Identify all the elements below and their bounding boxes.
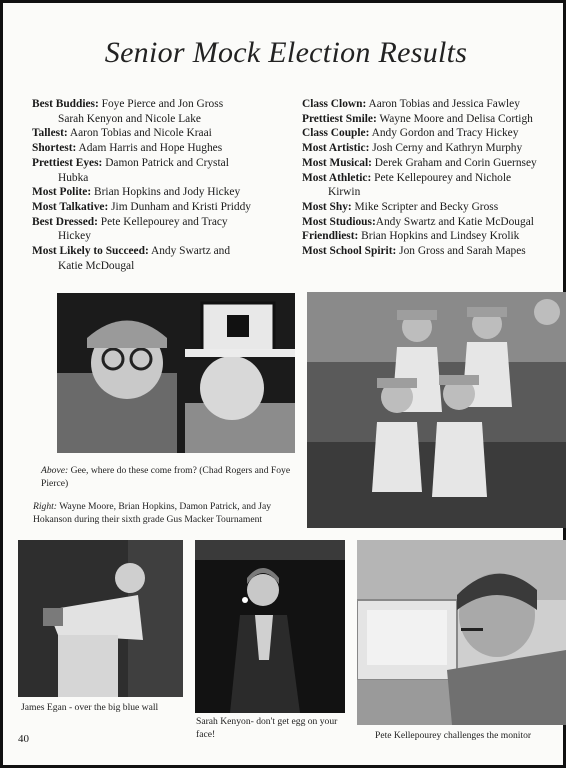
caption-sarah: Sarah Kenyon- don't get egg on your face! — [196, 716, 338, 740]
award-item: Tallest: Aaron Tobias and Nicole Kraai — [32, 127, 212, 140]
award-item: Most Likely to Succeed: Andy Swartz and Katie McDougal — [32, 245, 231, 272]
award-item: Prettiest Smile: Wayne Moore and Delisa Cortigh — [302, 112, 533, 125]
photo-james-egan — [18, 540, 183, 697]
awards-right-column — [302, 97, 564, 259]
award-item: Best Dressed: Pete Kellepourey and Tracy Hickey — [32, 215, 228, 243]
caption-pete: Pete Kellepourey challenges the monitor — [375, 730, 532, 741]
award-item: Prettiest Eyes: Damon Patrick and Crystal Hubka — [32, 156, 229, 184]
photo-kids-hat — [57, 293, 295, 453]
photo-sarah-kenyon — [195, 540, 345, 713]
caption-above: Above: Gee, where do these come from? (Chad Rogers and Foye Pierce) — [41, 465, 291, 489]
award-item: Most Studious:Andy Swartz and Katie McDougal — [302, 215, 534, 228]
award-item: Class Clown: Aaron Tobias and Jessica Fawley — [302, 98, 520, 110]
photo-james-egan-image — [18, 540, 183, 697]
photo-kids-hat-image — [57, 293, 295, 453]
caption-james: James Egan - over the big blue wall — [21, 702, 159, 713]
award-item: Most Athletic: Pete Kellepourey and Nichole Kirwin — [302, 171, 512, 199]
photo-pete-kellepourey — [357, 540, 566, 725]
photo-pete-kellepourey-image — [357, 540, 566, 725]
award-item: Shortest: Adam Harris and Hope Hughes — [32, 142, 223, 155]
award-item: Class Couple: Andy Gordon and Tracy Hickey — [302, 127, 519, 140]
page-title: Senior Mock Election Results — [104, 36, 468, 69]
award-item: Best Buddies: Foye Pierce and Jon Gross Sarah Kenyon and Nicole Lake — [32, 98, 224, 125]
award-item: Friendliest: Brian Hopkins and Lindsey Krolik — [302, 230, 520, 243]
award-item: Most Polite: Brian Hopkins and Jody Hickey — [32, 186, 241, 199]
award-item: Most School Spirit: Jon Gross and Sarah Mapes — [302, 245, 526, 258]
photo-basketball-team-image — [307, 292, 566, 528]
award-item: Most Artistic: Josh Cerny and Kathryn Murphy — [302, 142, 523, 155]
photo-sarah-kenyon-image — [195, 540, 345, 713]
award-item: Most Musical: Derek Graham and Corin Guernsey — [302, 156, 537, 169]
caption-right: Right: Wayne Moore, Brian Hopkins, Damon Patrick, and Jay Hokanson during their sixth grade Gus Macker Tournament — [33, 501, 272, 525]
awards-left-column — [32, 97, 294, 273]
photo-basketball-team — [307, 292, 566, 528]
award-item: Most Shy: Mike Scripter and Becky Gross — [302, 200, 499, 213]
award-item: Most Talkative: Jim Dunham and Kristi Priddy — [32, 200, 251, 213]
page-number: 40 — [18, 733, 29, 745]
